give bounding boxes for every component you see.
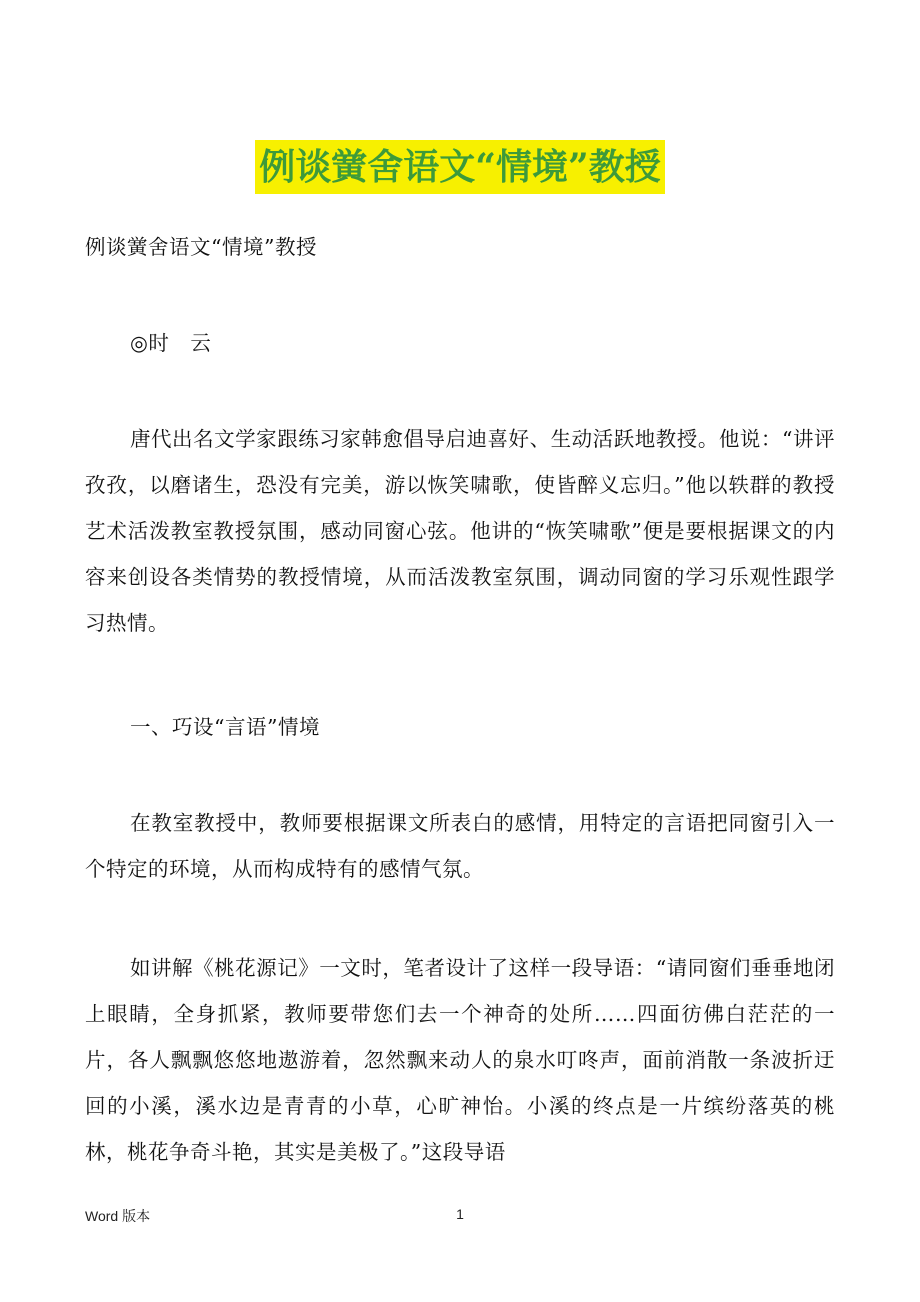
author-block: [85, 320, 835, 366]
footer-label: Word 版本: [85, 1208, 151, 1224]
paragraph-2: 在教室教授中，教师要根据课文所表白的感情，用特定的言语把同窗引入一个特定的环境，从而构成特有的感情气氛。: [85, 811, 835, 881]
paragraph-2-block: [85, 800, 835, 892]
page-number: 1: [456, 1206, 464, 1222]
section-1-block: [85, 704, 835, 750]
section-heading-1: 一、巧设“言语”情境: [130, 715, 320, 739]
subtitle-block: [85, 224, 835, 270]
paragraph-3-block: [85, 945, 835, 1175]
document-title: 例谈黉舍语文“情境”教授: [255, 140, 664, 194]
author-line: ◎时 云: [130, 331, 212, 355]
paragraph-3: 如讲解《桃花源记》一文时，笔者设计了这样一段导语：“请同窗们垂垂地闭上眼睛，全身抓紧，教师要带您们去一个神奇的处所……四面彷佛白茫茫的一片，各人飘飘悠悠地遨游着，忽然飘来动人的泉水叮咚声，面前消散一条波折迂回的小溪，溪水边是青青的小草，心旷神怡。小溪的终点是一片缤纷落英的桃林，桃花争奇斗艳，其实是美极了。”这段导语: [85, 956, 835, 1164]
title-container: [0, 140, 920, 194]
paragraph-1-block: [85, 416, 835, 646]
document-subtitle: 例谈黉舍语文“情境”教授: [85, 235, 317, 259]
paragraph-1: 唐代出名文学家跟练习家韩愈倡导启迪喜好、生动活跃地教授。他说：“讲评孜孜，以磨诸生，恐没有完美，游以恢笑啸歌，使皆醉义忘归。”他以轶群的教授艺术活泼教室教授氛围，感动同窗心弦。他讲的“恢笑啸歌”便是要根据课文的内容来创设各类情势的教授情境，从而活泼教室氛围，调动同窗的学习乐观性跟学习热情。: [85, 427, 835, 635]
